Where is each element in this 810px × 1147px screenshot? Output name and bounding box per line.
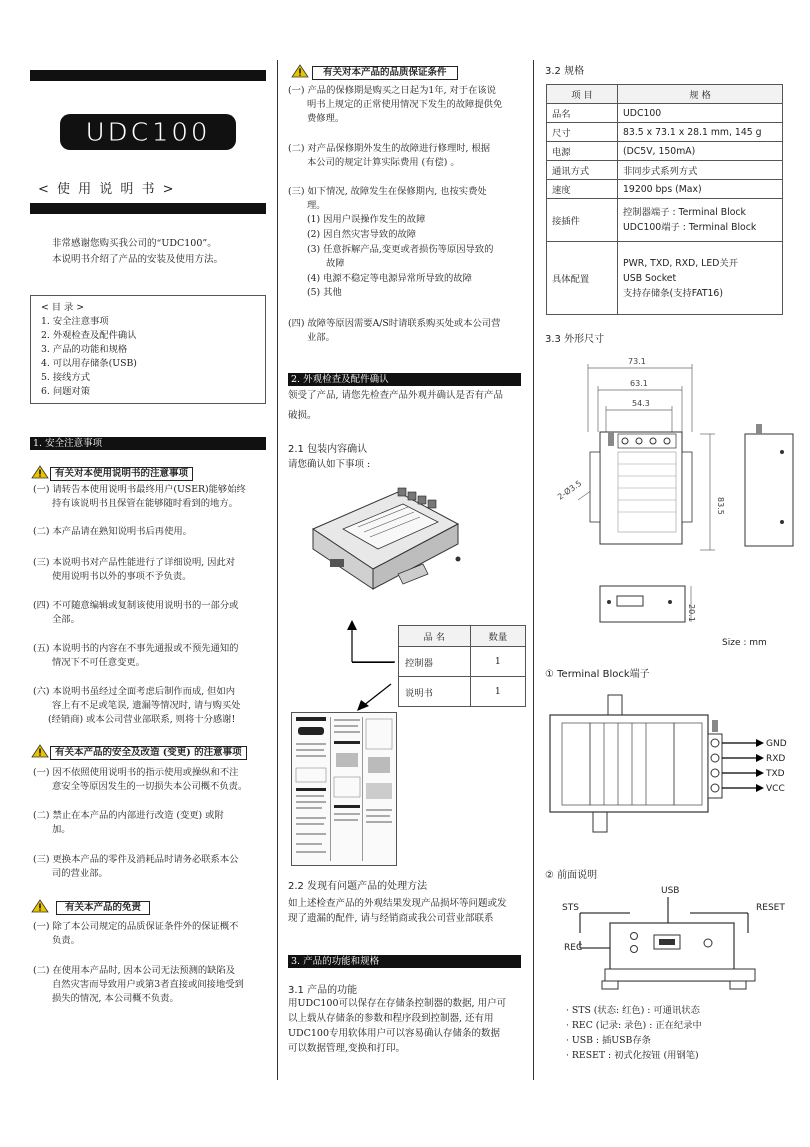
spec-value-config xyxy=(618,242,783,315)
warning-title-safety: 有关本产品的安全及改造 (变更) 的注意事项 xyxy=(50,746,247,760)
warranty-item-2-line-1: (二) 对产品保修期外发生的故障进行修理时, 根据 xyxy=(288,143,491,154)
warranty-sub-item: (1) 因用户误操作发生的故障 xyxy=(307,214,426,225)
warn1-item-5-line-2: 情况下不可任意变更。 xyxy=(52,657,145,668)
pkg-item-qty: 1 xyxy=(470,677,525,707)
warning-icon xyxy=(292,65,308,77)
warning-icon xyxy=(32,466,48,478)
warn1-item-1-line-2: 持有该说明书且保管在能够随时看到的地方。 xyxy=(52,498,238,509)
warn1-item-4-line-1: (四) 不可随意编辑或复制该使用说明书的一部分或 xyxy=(33,600,239,611)
spec-label: 通讯方式 xyxy=(547,161,618,180)
section-2-text-2: 破损。 xyxy=(288,410,317,421)
arrow-leader xyxy=(352,662,394,663)
spec-value: 非同步式系列方式 xyxy=(618,161,783,180)
pkg-item-name: 控制器 xyxy=(399,647,471,677)
pkg-item-qty: 1 xyxy=(470,647,525,677)
warranty-item-1-line-2: 明书上规定的正常使用情况下发生的故障提供免 xyxy=(307,99,503,110)
spec-label: 品名 xyxy=(547,104,618,123)
spec-config-line: 支持存储条(支持FAT16) xyxy=(623,287,723,299)
dim-label: 2-Ø3.5 xyxy=(555,478,584,502)
warning-title-warranty: 有关对本产品的品质保证条件 xyxy=(312,66,458,80)
spec-header: 规 格 xyxy=(618,85,783,104)
front-panel-heading: ② 前面说明 xyxy=(545,870,598,881)
warn3-item-2-line-1: (二) 在使用本产品时, 因本公司无法预测的缺陷及 xyxy=(33,965,236,976)
spec-value: UDC100 xyxy=(618,104,783,123)
terminal-pin-label: TXD xyxy=(766,769,785,779)
warning-icon xyxy=(32,745,48,757)
toc-item: 2. 外观检查及配件确认 xyxy=(41,330,137,341)
toc-item: 4. 可以用存储条(USB) xyxy=(41,358,137,369)
toc-item: 6. 问题对策 xyxy=(41,386,91,397)
front-desc-line: · REC (记录: 录色) : 正在纪录中 xyxy=(566,1020,702,1031)
warranty-sub-item: (2) 因自然灾害导致的故障 xyxy=(307,229,417,240)
dimension-drawing xyxy=(555,352,800,582)
warning-title-manual: 有关对本使用说明书的注意事项 xyxy=(50,467,193,481)
front-desc-line: · STS (状态: 红色) : 可通讯状态 xyxy=(566,1005,700,1016)
toc-item: 5. 接线方式 xyxy=(41,372,91,383)
warning-title-disclaimer: 有关本产品的免责 xyxy=(56,901,150,915)
spec-config-line: PWR, TXD, RXD, LED关开 xyxy=(623,257,738,269)
warranty-item-1-line-1: (一) 产品的保修期是购买之日起为1年, 对于在该说 xyxy=(288,85,496,96)
dim-label: 54.3 xyxy=(632,399,650,408)
spec-connector-line: UDC100端子 : Terminal Block xyxy=(623,222,757,233)
warn3-item-2-line-2: 自然灾害而导致用户或第3者直接或间接地受到 xyxy=(52,979,244,990)
pointer-arrow-up xyxy=(340,620,370,690)
section-3-1-text: 用UDC100可以保存在存储条控制器的数据, 用户可 xyxy=(288,998,507,1009)
section-2-2-heading: 2.2 发现有问题产品的处理方法 xyxy=(288,881,428,892)
toc-box xyxy=(30,295,266,404)
section-3-1-heading: 3.1 产品的功能 xyxy=(288,985,358,996)
column-divider-2 xyxy=(533,60,534,1080)
section-1-heading: 1. 安全注意事项 xyxy=(30,437,266,450)
warn3-item-1-line-2: 负责。 xyxy=(52,935,80,946)
manual-thumbnail xyxy=(291,712,397,866)
front-desc-line: · USB : 插USB存条 xyxy=(566,1035,651,1046)
pkg-header: 品 名 xyxy=(399,626,471,647)
spec-value: 19200 bps (Max) xyxy=(618,180,783,199)
warranty-item-3-line-2: 理。 xyxy=(307,200,326,211)
warn2-item-1-line-2: 意安全等原因发生的一切损失本公司概不负责。 xyxy=(52,781,248,792)
warning-icon xyxy=(32,900,48,912)
warn1-item-6-line-1: (六) 本说明书虽经过全面考虑后制作而成, 但如内 xyxy=(33,686,236,697)
dim-label: 73.1 xyxy=(628,357,646,366)
warn1-item-6-line-2: 容上有不足或笔误, 遗漏等情况时, 请与购买处 xyxy=(52,700,241,711)
warn1-item-5-line-1: (五) 本说明书的内容在不事先通报或不预先通知的 xyxy=(33,643,239,654)
section-3-1-text: 以上载从存储条的参数和程序段到控制器, 还有用 xyxy=(288,1013,494,1024)
spec-config-line: USB Socket xyxy=(623,272,677,284)
warn1-item-2: (二) 本产品请在熟知说明书后再使用。 xyxy=(33,526,192,537)
manual-title: < 使 用 说 明 书 > xyxy=(38,182,176,197)
warn2-item-1-line-1: (一) 因不依照使用说明书的指示使用或操纵和不注 xyxy=(33,767,239,778)
toc-item: 1. 安全注意事项 xyxy=(41,316,109,327)
intro-line-2: 本说明书介绍了产品的安装及使用方法。 xyxy=(52,254,224,265)
spec-table xyxy=(546,84,783,315)
intro-line-1: 非常感谢您购买我公司的“UDC100”。 xyxy=(52,238,217,249)
warranty-item-4-line-1: (四) 故障等原因需要A/S时请联系购买处或本公司营 xyxy=(288,318,501,329)
front-desc-line: · RESET : 初式化按钮 (用钢笔) xyxy=(566,1050,699,1061)
section-2-2-text-1: 如上述检查产品的外观结果发现产品损坏等问题或发 xyxy=(288,898,507,909)
dim-label: 20.1 xyxy=(687,604,696,622)
warranty-item-4-line-2: 业部。 xyxy=(307,332,335,343)
terminal-pin-label: VCC xyxy=(766,784,785,794)
terminal-pin-label: GND xyxy=(766,739,787,749)
warn1-item-3-line-1: (三) 本说明书对产品性能进行了详细说明, 因此对 xyxy=(33,557,236,568)
pointer-arrow-down xyxy=(355,682,395,712)
section-3-3-heading: 3.3 外形尺寸 xyxy=(545,334,605,345)
spec-header: 项 目 xyxy=(547,85,618,104)
title-bar-bottom xyxy=(30,203,266,214)
product-logo xyxy=(58,112,238,152)
section-3-1-text: 可以数据管理,变换和打印。 xyxy=(288,1043,406,1054)
toc-title: < 目 录 > xyxy=(41,302,85,313)
section-2-heading: 2. 外观检查及配件确认 xyxy=(288,373,521,386)
front-label-sts: STS xyxy=(562,903,579,913)
warn3-item-1-line-1: (一) 除了本公司规定的品质保证条件外的保证概不 xyxy=(33,921,239,932)
front-label-rec: REC xyxy=(564,943,583,953)
dim-label: 83.5 xyxy=(716,497,725,515)
warn2-item-3-line-2: 司的营业部。 xyxy=(52,868,108,879)
size-unit: Size : mm xyxy=(722,638,767,648)
spec-label: 电源 xyxy=(547,142,618,161)
warn1-item-3-line-2: 使用说明书以外的事项不予负责。 xyxy=(52,571,192,582)
title-bar-top xyxy=(30,70,266,81)
section-2-2-text-2: 现了遗漏的配件, 请与经销商或我公司营业部联系 xyxy=(288,913,494,924)
front-label-usb: USB xyxy=(661,886,680,896)
front-label-reset: RESET xyxy=(756,903,785,913)
section-2-text-1: 领受了产品, 请您先检查产品外观并确认是否有产品 xyxy=(288,390,504,401)
pkg-header: 数量 xyxy=(470,626,525,647)
svg-text:UDC100: UDC100 xyxy=(85,118,211,148)
warranty-sub-item: (5) 其他 xyxy=(307,287,342,298)
pkg-item-name: 说明书 xyxy=(399,677,471,707)
warranty-item-2-line-2: 本公司的规定计算实际费用 (有偿) 。 xyxy=(307,157,460,168)
section-3-2-heading: 3.2 规格 xyxy=(545,66,585,77)
warn3-item-2-line-3: 损失的情况, 本公司概不负责。 xyxy=(52,993,179,1004)
warn1-item-1-line-1: (一) 请转告本使用说明书最终用户(USER)能够始终 xyxy=(33,484,246,495)
spec-label: 接插件 xyxy=(547,199,618,242)
warranty-sub-item: (3) 任意拆解产品,变更或者损伤等原因导致的 xyxy=(307,244,494,255)
warn2-item-3-line-1: (三) 更换本产品的零件及消耗品时请务必联系本公 xyxy=(33,854,239,865)
warranty-sub-item: (4) 电源不稳定等电源异常所导致的故障 xyxy=(307,273,472,284)
product-illustration xyxy=(298,474,468,604)
terminal-block-heading: ① Terminal Block端子 xyxy=(545,669,650,680)
warn2-item-2-line-2: 加。 xyxy=(52,824,71,835)
warn1-item-6-line-3: (经销商) 或本公司营业部联系, 则将十分感谢! xyxy=(48,714,236,725)
spec-connector-line: 控制器端子 : Terminal Block xyxy=(623,207,746,218)
package-table xyxy=(398,625,526,707)
section-3-1-text: UDC100专用软体用户可以容易确认存储条的数据 xyxy=(288,1028,501,1039)
section-2-1-text: 请您确认如下事项 : xyxy=(288,459,371,470)
warn1-item-4-line-2: 全部。 xyxy=(52,614,80,625)
side-view-drawing xyxy=(595,582,705,632)
section-3-heading: 3. 产品的功能和规格 xyxy=(288,955,521,968)
spec-value: (DC5V, 150mA) xyxy=(618,142,783,161)
terminal-block-drawing xyxy=(548,690,788,840)
spec-value-connector xyxy=(618,199,783,242)
terminal-pin-label: RXD xyxy=(766,754,786,764)
section-2-1-heading: 2.1 包装内容确认 xyxy=(288,444,368,455)
spec-value: 83.5 x 73.1 x 28.1 mm, 145 g xyxy=(618,123,783,142)
warn2-item-2-line-1: (二) 禁止在本产品的内部进行改造 (变更) 或附 xyxy=(33,810,224,821)
spec-label: 具体配置 xyxy=(547,242,618,315)
warranty-item-1-line-3: 费修理。 xyxy=(307,113,345,124)
dim-label: 63.1 xyxy=(630,379,648,388)
warranty-item-3-line-1: (三) 如下情况, 故障发生在保修期内, 也按实费处 xyxy=(288,186,487,197)
spec-label: 尺寸 xyxy=(547,123,618,142)
front-panel-drawing xyxy=(560,893,790,993)
column-divider-1 xyxy=(277,60,278,1080)
warranty-sub-item: 故障 xyxy=(326,258,345,269)
toc-item: 3. 产品的功能和规格 xyxy=(41,344,128,355)
spec-label: 速度 xyxy=(547,180,618,199)
